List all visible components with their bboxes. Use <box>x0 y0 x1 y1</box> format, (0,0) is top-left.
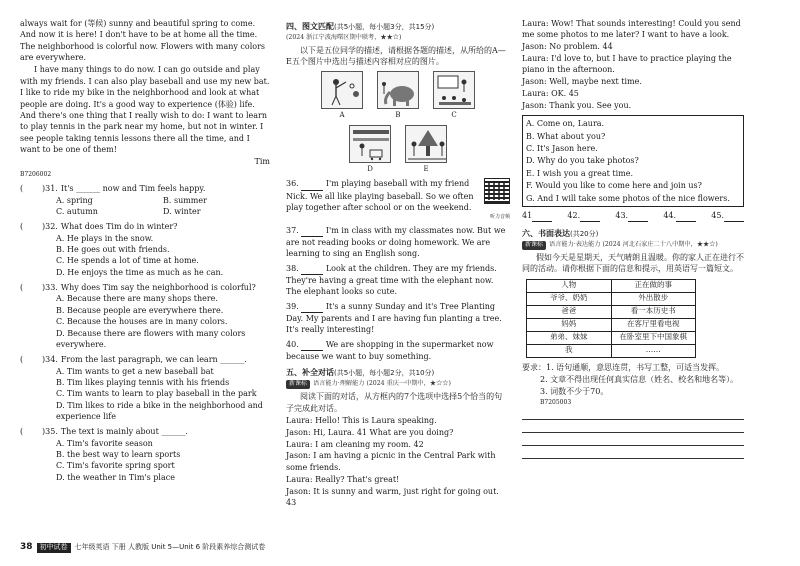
table-cell: 弟弟、妹妹 <box>527 331 612 344</box>
table-cell: 我 <box>527 344 612 357</box>
matching-items <box>286 178 510 362</box>
requirement-line: 3. 词数不少于70。 <box>540 387 609 397</box>
dialog-line: Laura: I'd love to, but I have to practice playing the piano in the afternoon. <box>522 54 732 75</box>
dialog-line: Laura: OK. 45 <box>522 89 579 99</box>
requirement-line: 要求：1. 语句通顺，意思连贯，书写工整，可适当发挥。 <box>522 362 725 372</box>
table-cell: 妈妈 <box>527 318 612 331</box>
answer-option[interactable]: B. Because people are everywhere there. <box>56 305 224 315</box>
picture-d-supermarket <box>349 125 391 163</box>
table-header-cell: 正在做的事 <box>611 279 696 292</box>
table-row <box>527 331 696 344</box>
question-stem: It's ______ now and Tim feels happy. <box>60 184 206 194</box>
section6-instructions: 假如今天是星期天，天气晴朗且温暖。你的家人正在进行不同的活动。请你根据下面的信息和提示，用英语写一篇短文。 <box>522 252 744 274</box>
item-text: It's a sunny Sunday and it's Tree Planting Day. My parents and I are having fun planting a tree. It's really interesting! <box>286 301 502 335</box>
answer-blank[interactable] <box>301 263 323 275</box>
section6-points: (共20分) <box>570 230 599 239</box>
writing-line[interactable] <box>522 436 744 446</box>
matching-column <box>286 18 510 509</box>
table-row <box>527 292 696 305</box>
answer-option[interactable]: A. Tim wants to get a new baseball bat <box>56 366 214 376</box>
answer-slot <box>567 210 600 222</box>
answer-option[interactable]: C. Tim wants to learn to play baseball in the park <box>56 389 257 399</box>
dialog-writing-column <box>522 18 744 459</box>
section5-instructions: 阅读下面的对话，从方框内的7个选项中选择5个恰当的句子完成此对话。 <box>286 392 503 413</box>
picture-label: B <box>395 111 401 120</box>
answer-option[interactable]: C. He spends a lot of time at home. <box>56 256 199 266</box>
question-item <box>20 183 270 217</box>
table-cell: 爷爷、奶奶 <box>527 292 612 305</box>
section4-instructions: 以下是五位同学的描述，请根据各题的描述，从所给的A—E五个图片中选出与描述内容相对应的图片。 <box>286 45 506 67</box>
answer-paren[interactable]: ( <box>20 222 24 232</box>
answer-option[interactable]: A. Tim's favorite season <box>56 438 153 448</box>
question-code: B7205003 <box>540 398 572 406</box>
question-item <box>20 282 270 350</box>
writing-line[interactable] <box>522 410 744 420</box>
question-item <box>20 426 270 483</box>
question-number: )33. <box>42 283 58 293</box>
table-cell: 爸爸 <box>527 305 612 318</box>
qr-code-icon <box>484 178 510 204</box>
dialog-line: Jason: Hi, Laura. 41 What are you doing? <box>286 427 454 437</box>
dialog-line: Laura: Wow! That sounds interesting! Could you send me some photos to me later? I want to have a look. <box>522 19 741 40</box>
answer-option[interactable]: A. Because there are many shops there. <box>56 294 218 304</box>
answer-option[interactable]: B. summer <box>163 195 207 205</box>
section6-title: 六、书面表达 <box>522 229 570 239</box>
answer-blanks-row <box>522 210 744 222</box>
question-stem-row <box>20 183 270 194</box>
options-box <box>522 115 744 207</box>
dialog-line: Jason: It is sunny and warm, just right for going out. 43 <box>286 486 499 507</box>
dialog-line: Jason: Well, maybe next time. <box>522 77 642 87</box>
section5-source-line <box>286 380 510 389</box>
option-row <box>20 206 270 217</box>
question-number: )34. <box>42 355 58 365</box>
passage-paragraph: I have many things to do now. I can go outside and play with my friends. I can also play baseball and use my new bat. I like to ride my bike in the neighborhood and look at what people are doing. It's a good way to experience (体验) life. And there's one thing that I really wish to do: I want to learn to play tennis in the park near my home, but not in winter. I see people taking tennis lessons there all the time, and I want to be one of them! <box>20 65 270 154</box>
answer-number: 44. <box>663 210 677 220</box>
answer-paren[interactable]: ( <box>20 184 24 194</box>
matching-item <box>286 301 510 336</box>
section5-source: 语言能力·理解能力 (2024 重庆一中期中，★☆☆) <box>313 380 451 388</box>
matching-item <box>286 263 510 298</box>
matching-item <box>286 339 510 363</box>
question-stem: Why does Tim say the neighborhood is colorful? <box>60 283 256 293</box>
picture-row-top <box>286 71 510 109</box>
answer-blank[interactable] <box>676 210 696 222</box>
item-number: 36. <box>286 179 299 189</box>
table-header-row <box>527 279 696 292</box>
answer-blank[interactable] <box>301 339 323 351</box>
dialog-line: Jason: No problem. 44 <box>522 42 613 52</box>
answer-blank[interactable] <box>628 210 648 222</box>
option-sentence: C. It's Jason here. <box>526 144 598 154</box>
answer-blank[interactable] <box>724 210 744 222</box>
question-stem-row <box>20 426 270 437</box>
answer-number: 42. <box>567 210 581 220</box>
answer-option[interactable]: A. spring <box>56 195 93 205</box>
section-title <box>286 21 510 33</box>
dialog-part2 <box>522 18 744 111</box>
paper-badge: 初中试卷 <box>37 543 71 553</box>
question-number: )35. <box>42 427 58 437</box>
question-item <box>20 221 270 278</box>
answer-paren[interactable]: ( <box>20 427 24 437</box>
option-sentence: D. Why do you take photos? <box>526 156 639 166</box>
picture-label: C <box>451 111 457 120</box>
section4-source: (2024 浙江宁波海曙区期中联考，★★☆) <box>286 33 402 41</box>
new-curriculum-tag: 新课标 <box>522 241 546 250</box>
question-list <box>20 183 270 483</box>
passage-intro: always wait for (等候) sunny and beautiful spring to come. And now it is here! I don't have to be at home all the time. The neighborhood is colorful now. Flowers with many colors are everywhere. <box>20 19 266 63</box>
answer-slot <box>711 210 744 222</box>
section4-points: (共5小题，每小题3分，共15分) <box>334 23 435 31</box>
answer-option[interactable]: B. Tim likes playing tennis with his friends <box>56 377 230 387</box>
picture-label: A <box>339 111 345 120</box>
answer-blank[interactable] <box>301 178 323 190</box>
page-number: 38 <box>20 542 33 553</box>
picture-label: D <box>367 165 373 174</box>
page-footer <box>20 541 265 554</box>
option-row <box>20 195 270 206</box>
option-sentence: G. And I will take some photos of the nice flowers. <box>526 193 730 203</box>
question-stem: The text is mainly about ______. <box>60 427 188 437</box>
answer-option[interactable]: D. the weather in Tim's place <box>56 472 175 482</box>
picture-labels-bottom <box>286 165 510 175</box>
picture-c-classroom <box>433 71 475 109</box>
table-row <box>527 318 696 331</box>
dialog-line: Jason: Thank you. See you. <box>522 101 632 111</box>
question-stem: What does Tim do in winter? <box>60 222 178 232</box>
section-title <box>522 228 744 240</box>
answer-slot <box>522 210 552 222</box>
picture-label: E <box>423 165 429 174</box>
matching-item <box>286 225 510 260</box>
family-activity-table <box>526 279 696 358</box>
item-text: I'm in class with my classmates now. But we are not reading books or doing homework. We are learning to sing an English song. <box>286 225 506 259</box>
picture-labels-top <box>286 111 510 121</box>
answer-option[interactable]: D. He enjoys the time as much as he can. <box>56 267 224 277</box>
question-stem-row <box>20 221 270 232</box>
section5-title: 五、补全对话 <box>286 368 334 378</box>
section6-source-line <box>522 241 744 250</box>
writing-line[interactable] <box>522 423 744 433</box>
answer-blank[interactable] <box>532 210 552 222</box>
question-item <box>20 354 270 422</box>
option-sentence: A. Come on, Laura. <box>526 119 605 129</box>
option-sentence: B. What about you? <box>526 131 606 141</box>
item-text: Look at the children. They are my friends. They're having a great time with the elephant now. The elephant looks so cute. <box>286 263 497 297</box>
item-text: We are shopping in the supermarket now because we want to buy something. <box>286 339 494 362</box>
passage-signature: Tim <box>254 157 270 167</box>
answer-blank[interactable] <box>301 225 323 237</box>
table-cell: 在客厅里看电视 <box>611 318 696 331</box>
writing-lines[interactable] <box>522 410 744 459</box>
dialog-line: Jason: I am having a picnic in the Central Park with some friends. <box>286 451 496 472</box>
item-number: 39. <box>286 301 299 311</box>
table-cell: …… <box>611 344 696 357</box>
table-header-cell: 人物 <box>527 279 612 292</box>
qr-code-label: 听力音频 <box>489 214 510 221</box>
answer-paren[interactable]: ( <box>20 283 24 293</box>
answer-slot <box>663 210 696 222</box>
dialog-line: Laura: Hello! This is Laura speaking. <box>286 415 437 425</box>
answer-number: 41 <box>522 210 533 220</box>
picture-b-elephant <box>377 71 419 109</box>
question-stem: From the last paragraph, we can learn ______. <box>60 355 247 365</box>
dialog-line: Laura: Really? That's great! <box>286 474 400 484</box>
dialog-part1 <box>286 415 510 508</box>
item-number: 38. <box>286 263 299 273</box>
answer-blank[interactable] <box>301 301 323 313</box>
new-curriculum-tag: 新课标 <box>286 380 310 389</box>
answer-blank[interactable] <box>580 210 600 222</box>
section6-source: 语言能力·表达能力 (2024 河北石家庄二十八中期中，★★☆) <box>549 241 718 249</box>
question-stem-row <box>20 354 270 365</box>
answer-number: 45. <box>711 210 724 220</box>
item-number: 37. <box>286 225 299 235</box>
option-sentence: F. Would you like to come here and join us? <box>526 181 702 191</box>
table-cell: 在卧室里下中国象棋 <box>611 331 696 344</box>
reading-column <box>20 18 270 483</box>
requirement-line: 2. 文章不得出现任何真实信息（姓名、校名和地名等）。 <box>540 375 739 385</box>
question-number: )32. <box>42 222 58 232</box>
answer-number: 43. <box>615 210 629 220</box>
answer-paren[interactable]: ( <box>20 355 24 365</box>
item-text: I'm playing baseball with my friend Nick. We all like playing baseball. So we often play together after school or on the weekend. <box>286 179 474 213</box>
question-code: B7206002 <box>20 170 52 178</box>
answer-option[interactable]: D. Because there are flowers with many colors everywhere. <box>56 328 246 349</box>
option-sentence: E. I wish you a great time. <box>526 168 634 178</box>
answer-option[interactable]: D. winter <box>163 206 201 216</box>
section5-points: (共5小题，每小题2分，共10分) <box>334 369 435 378</box>
writing-requirements <box>522 362 744 408</box>
table-cell: 看一本历史书 <box>611 305 696 318</box>
answer-option[interactable]: D. Tim likes to ride a bike in the neighborhood and experience life <box>56 400 263 422</box>
answer-slot <box>615 210 648 222</box>
question-number: )31. <box>42 184 58 194</box>
picture-row-bottom <box>286 125 510 163</box>
writing-line[interactable] <box>522 449 744 459</box>
table-row <box>527 344 696 357</box>
answer-option[interactable]: C. autumn <box>56 206 98 216</box>
section-title <box>286 367 510 379</box>
answer-option[interactable]: B. He goes out with friends. <box>56 244 170 254</box>
item-number: 40. <box>286 339 299 349</box>
picture-e-tree-planting <box>405 125 447 163</box>
answer-option[interactable]: C. Tim's favorite spring sport <box>56 461 175 471</box>
answer-option[interactable]: B. the best way to learn sports <box>56 450 181 460</box>
answer-option[interactable]: A. He plays in the snow. <box>56 233 154 243</box>
picture-a-baseball <box>321 71 363 109</box>
table-row <box>527 305 696 318</box>
table-cell: 外出散步 <box>611 292 696 305</box>
footer-text: 七年级英语 下册 人教版 Unit 5—Unit 6 阶段素养综合测试卷 <box>74 542 266 551</box>
answer-option[interactable]: C. Because the houses are in many colors. <box>56 317 228 327</box>
matching-item <box>286 178 510 213</box>
question-stem-row <box>20 282 270 293</box>
dialog-line: Laura: I am cleaning my room. 42 <box>286 439 424 449</box>
section4-title: 四、图文匹配 <box>286 22 334 31</box>
